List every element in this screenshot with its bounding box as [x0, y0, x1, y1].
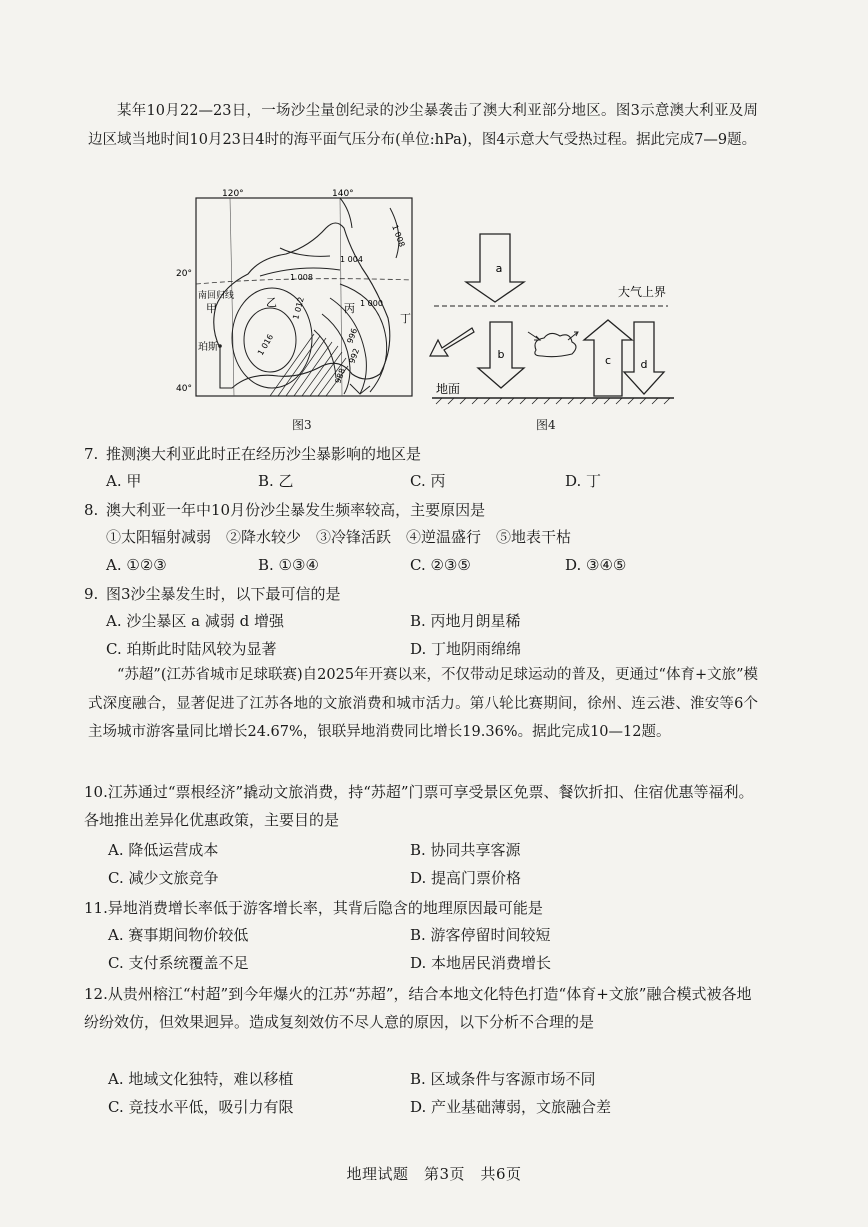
question-10-number: 10. — [84, 783, 108, 801]
isobar-label-1004: 1 004 — [340, 255, 363, 264]
q8-option-d: D. ③④⑤ — [565, 556, 627, 574]
q10-option-a: A. 降低运营成本 — [108, 841, 219, 859]
q9-option-b: B. 丙地月朗星稀 — [410, 612, 521, 630]
question-7-stem: 推测澳大利亚此时正在经历沙尘暴影响的地区是 — [106, 445, 422, 463]
lon-label-120: 120° — [222, 189, 244, 199]
intro-paragraph-1: 某年10月22—23日，一场沙尘量创纪录的沙尘暴袭击了澳大利亚部分地区。图3示意澳大利亚及周边区域当地时间10月23日4时的海平面气压分布(单位:hPa)，图4示意大气受热过程。据此完成7—9题。 — [88, 103, 758, 148]
arrow-b-label: b — [497, 348, 505, 361]
question-8-number: 8. — [84, 501, 99, 519]
q8-items: ①太阳辐射减弱 ②降水较少 ③冷锋活跃 ④逆温盛行 ⑤地表干枯 — [106, 528, 572, 546]
question-8 — [84, 496, 764, 524]
arrow-c-label: c — [604, 354, 612, 367]
place-jia: 甲 — [206, 302, 217, 315]
isobar-map — [176, 188, 420, 408]
isobar-label-1008-b: 1 008 — [390, 223, 407, 249]
q10-option-d: D. 提高门票价格 — [410, 869, 522, 887]
isobar-label-996: 996 — [345, 327, 360, 345]
q11-option-b: B. 游客停留时间较短 — [410, 926, 551, 944]
q9-option-d: D. 丁地阴雨绵绵 — [410, 640, 522, 658]
q8-option-c: C. ②③⑤ — [410, 556, 471, 574]
isobar-label-988: 988 — [333, 367, 348, 385]
q8-option-a: A. ①②③ — [106, 556, 167, 574]
q10-option-c: C. 减少文旅竞争 — [108, 869, 219, 887]
question-7-number: 7. — [84, 445, 99, 463]
ground-label: 地面 — [436, 382, 461, 396]
place-ding: 丁 — [400, 312, 411, 325]
intro-paragraph-2: “苏超”(江苏省城市足球联赛)自2025年开赛以来，不仅带动足球运动的普及，更通过“体育+文旅”模式深度融合，显著促进了江苏各地的文旅消费和城市活力。第八轮比赛期间，徐州、连云港、淮安等6个主场城市游客量同比增长24.67%，银联异地消费同比增长19.36%。据此完成10—12题。 — [88, 667, 759, 740]
q12-option-a: A. 地域文化独特，难以移植 — [108, 1070, 294, 1088]
question-11-stem: 异地消费增长率低于游客增长率，其背后隐含的地理原因最可能是 — [107, 899, 543, 917]
isobar-label-1000: 1 000 — [360, 299, 383, 308]
q12-option-c: C. 竞技水平低，吸引力有限 — [108, 1098, 294, 1116]
tropic-label: 南回归线 — [198, 291, 235, 301]
figure-3-caption: 图3 — [292, 418, 312, 432]
question-7 — [84, 440, 764, 468]
place-perth: 珀斯 — [198, 342, 218, 353]
q10-option-b: B. 协同共享客源 — [410, 841, 521, 859]
place-yi: 乙 — [266, 296, 277, 309]
q9-option-a: A. 沙尘暴区 a 减弱 d 增强 — [106, 612, 284, 630]
question-9 — [84, 580, 764, 608]
isobar-label-1016: 1 016 — [255, 332, 276, 357]
q12-option-d: D. 产业基础薄弱，文旅融合差 — [410, 1098, 612, 1116]
isobar-label-1008-a: 1 008 — [290, 273, 313, 282]
lat-label-40: 40° — [176, 384, 192, 394]
q7-option-c: C. 丙 — [410, 472, 446, 490]
q7-option-d: D. 丁 — [565, 472, 602, 490]
heating-diagram — [428, 228, 678, 410]
question-12-number: 12. — [84, 985, 108, 1003]
question-9-stem: 图3沙尘暴发生时，以下最可信的是 — [106, 585, 341, 603]
q12-option-b: B. 区域条件与客源市场不同 — [410, 1070, 596, 1088]
q7-option-a: A. 甲 — [106, 472, 142, 490]
question-9-number: 9. — [84, 585, 99, 603]
question-11-number: 11. — [84, 899, 108, 917]
isobar-label-1012: 1 012 — [291, 296, 306, 321]
arrow-a-label: a — [495, 262, 503, 275]
isobar-label-992: 992 — [347, 347, 362, 365]
question-11 — [84, 894, 764, 922]
page-footer: 地理试题 第3页 共6页 — [346, 1165, 522, 1183]
lon-label-140: 140° — [332, 189, 354, 199]
q9-option-c: C. 珀斯此时陆风较为显著 — [106, 640, 277, 658]
q8-option-b: B. ①③④ — [258, 556, 319, 574]
question-12-stem: 从贵州榕江“村超”到今年爆火的江苏“苏超”，结合本地文化特色打造“体育+文旅”融合模式被各地纷纷效仿，但效果迥异。造成复刻效仿不尽人意的原因，以下分析不合理的是 — [84, 985, 752, 1031]
lat-label-20: 20° — [176, 269, 192, 279]
figure-4 — [428, 228, 678, 410]
figure-4-caption: 图4 — [536, 418, 556, 432]
question-10 — [84, 778, 764, 834]
q11-option-d: D. 本地居民消费增长 — [410, 954, 552, 972]
figure-3 — [176, 188, 420, 408]
place-bing: 丙 — [344, 302, 355, 315]
q11-option-a: A. 赛事期间物价较低 — [108, 926, 249, 944]
question-10-stem: 江苏通过“票根经济”撬动文旅消费，持“苏超”门票可享受景区免票、餐饮折扣、住宿优惠等福利。各地推出差异化优惠政策，主要目的是 — [84, 783, 754, 829]
q7-option-b: B. 乙 — [258, 472, 294, 490]
question-8-stem: 澳大利亚一年中10月份沙尘暴发生频率较高，主要原因是 — [106, 501, 486, 519]
question-12 — [84, 980, 764, 1036]
top-boundary-label: 大气上界 — [618, 285, 667, 299]
arrow-d-label: d — [640, 358, 648, 371]
q11-option-c: C. 支付系统覆盖不足 — [108, 954, 249, 972]
